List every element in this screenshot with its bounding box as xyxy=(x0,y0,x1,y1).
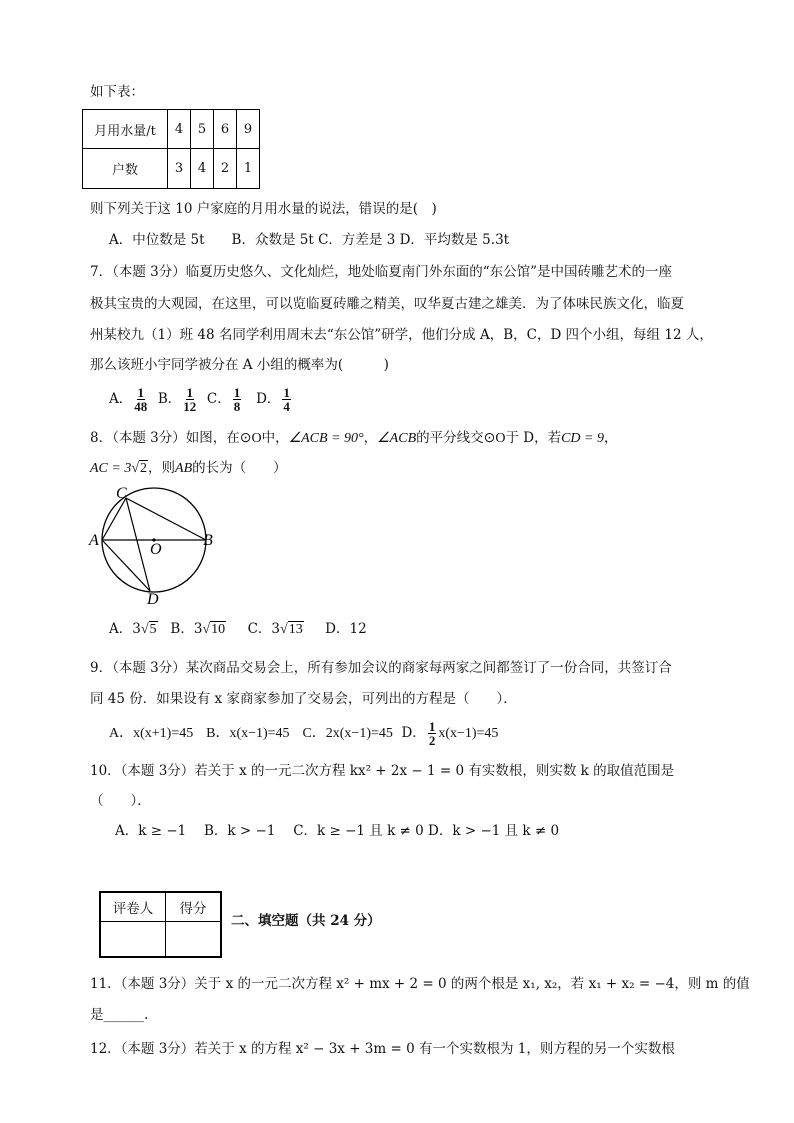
section-title-fill-in: 二、填空题（共 24 分） xyxy=(231,913,381,929)
table-cell: 6 xyxy=(214,110,237,149)
sqrt-symbol: √ xyxy=(280,622,288,637)
text: ， xyxy=(604,430,618,446)
q8-option-b: B．3 xyxy=(170,621,203,637)
sqrt-symbol: √ xyxy=(140,622,149,637)
math-expression: ∠ACB xyxy=(377,431,417,446)
table-cell: 5 xyxy=(191,110,214,149)
q9-line1: 9．（本题 3分）某次商品交易会上，所有参加会议的商家每两家之间都签订了一份合同，共签订合 xyxy=(90,660,672,676)
q7-option-c-fraction xyxy=(233,386,242,413)
label-a: A xyxy=(89,532,99,549)
q9-line2: 同 45 份．如果设有 x 家商家参加了交易会，可列出的方程是（ ）． xyxy=(90,691,517,707)
q7-option-c-label: C． xyxy=(206,391,231,407)
table-cell: 9 xyxy=(237,110,260,149)
score-header-score: 得分 xyxy=(166,892,222,922)
water-usage-table xyxy=(82,109,260,189)
text: 的平分线交 xyxy=(416,430,484,446)
text: ， xyxy=(363,430,378,446)
circle-symbol: ⊙O xyxy=(483,431,506,446)
q10-options: A．k ≥ −1 B．k > −1 C．k ≥ −1 且 k ≠ 0 D．k > −1 且 k ≠ 0 xyxy=(115,823,560,839)
q7-option-d-label: D． xyxy=(256,391,281,407)
q9-option-b: B．x(x−1)=45 xyxy=(206,726,290,741)
q9-option-a: A．x(x+1)=45 xyxy=(109,726,194,741)
q8-option-a: A．3 xyxy=(109,621,141,637)
circle-symbol: ⊙O xyxy=(239,431,262,446)
q7-option-a-fraction xyxy=(134,386,147,413)
fraction-denominator: 48 xyxy=(134,399,148,414)
radicand: 5 xyxy=(149,622,157,637)
table-header-households: 户数 xyxy=(83,149,168,189)
math-expression: CD = 9 xyxy=(561,431,604,446)
label-b: B xyxy=(203,532,213,549)
fraction-numerator: 1 xyxy=(137,385,144,400)
score-cell-grader xyxy=(100,922,166,958)
q8-line1 xyxy=(90,429,618,448)
segment-ca xyxy=(102,498,126,540)
q11-line1: 11．（本题 3分）关于 x 的一元二次方程 x² + mx + 2 = 0 的两个根是 x₁, x₂，若 x₁ + x₂ = −4，则 m 的值 xyxy=(90,976,750,992)
q9-options xyxy=(109,718,498,749)
q10-line1: 10．（本题 3分）若关于 x 的一元二次方程 kx² + 2x − 1 = 0 有实数根，则实数 k 的取值范围是 xyxy=(90,763,675,779)
table-header-water: 月用水量/t xyxy=(83,110,168,149)
table-cell: 2 xyxy=(214,149,237,189)
segment-cb xyxy=(126,498,206,540)
q9-option-d-expression: x(x−1)=45 xyxy=(438,726,499,741)
q7-option-d-fraction xyxy=(282,386,291,413)
label-c: C xyxy=(116,485,127,502)
score-cell-score xyxy=(166,922,222,958)
q7-line1: 7．（本题 3分）临夏历史悠久、文化灿烂，地处临夏南门外东面的“东公馆”是中国砖雕艺术的一座 xyxy=(90,264,673,280)
q9-option-d-fraction xyxy=(428,720,437,747)
sqrt-symbol: √ xyxy=(202,622,211,637)
circle-geometry-figure xyxy=(88,484,218,606)
text: 8．（本题 3分）如图，在 xyxy=(90,430,240,446)
q7-options xyxy=(109,384,293,414)
table-cell: 1 xyxy=(237,149,260,189)
q7-option-b-label: B． xyxy=(157,391,182,407)
q7-line3: 州某校九（1）班 48 名同学利用周末去“东公馆”研学，他们分成 A，B，C，D 四个小组，每组 12 人， xyxy=(90,327,713,343)
q6-options: A．中位数是 5t B．众数是 5t C．方差是 3 D．平均数是 5.3t xyxy=(109,232,510,248)
radicand: 2 xyxy=(140,461,148,476)
table-cell: 4 xyxy=(191,149,214,189)
table-cell: 4 xyxy=(168,110,191,149)
table-cell: 3 xyxy=(168,149,191,189)
label-o: O xyxy=(150,541,162,558)
text: 的长为（ ） xyxy=(192,460,287,476)
label-d: D xyxy=(147,591,159,606)
q8-options xyxy=(109,620,367,639)
text: 中， xyxy=(261,430,289,446)
q9-option-d-label: D． xyxy=(401,725,426,741)
segment-cd xyxy=(126,498,150,591)
sqrt-symbol: √ xyxy=(131,461,140,476)
q10-line2: （ ）． xyxy=(90,793,151,809)
radicand: 10 xyxy=(211,622,226,637)
fraction-denominator: 2 xyxy=(428,733,436,748)
q8-line2 xyxy=(90,459,287,478)
radicand: 13 xyxy=(288,622,303,637)
q9-option-c: C．2x(x−1)=45 xyxy=(302,726,393,741)
q7-option-b-fraction xyxy=(183,386,196,413)
q12-line1: 12．（本题 3分）若关于 x 的方程 x² − 3x + 3m = 0 有一个实数根为 1，则方程的另一个实数根 xyxy=(90,1041,675,1057)
fraction-numerator: 1 xyxy=(233,385,241,400)
q7-line4: 那么该班小宇同学被分在 A 小组的概率为( ) xyxy=(90,357,389,373)
text: 于 D，若 xyxy=(505,430,562,446)
q7-line2: 极其宝贵的大观园，在这里，可以览临夏砖雕之精美，叹华夏古建之雄美．为了体味民族文化，临夏 xyxy=(90,296,684,312)
fraction-numerator: 1 xyxy=(428,719,436,734)
intro-text: 如下表： xyxy=(90,84,144,100)
q6-stem: 则下列关于这 10 户家庭的月用水量的说法，错误的是( ) xyxy=(90,201,437,217)
q7-option-a-label: A． xyxy=(109,391,133,407)
fraction-numerator: 1 xyxy=(186,385,194,400)
fraction-denominator: 8 xyxy=(233,399,241,414)
math-expression: AB xyxy=(175,461,193,476)
fraction-denominator: 12 xyxy=(183,399,197,414)
q8-option-d: D．12 xyxy=(325,621,367,637)
math-expression: ∠ACB = 90° xyxy=(288,431,364,446)
score-header-grader: 评卷人 xyxy=(100,892,166,922)
fraction-numerator: 1 xyxy=(283,385,290,400)
q8-option-c: C．3 xyxy=(247,621,280,637)
q11-line2: 是______. xyxy=(90,1007,149,1023)
score-table xyxy=(99,891,222,958)
math-expression: AC = 3 xyxy=(90,461,132,476)
fraction-denominator: 4 xyxy=(283,399,290,414)
text: ，则 xyxy=(148,460,176,476)
